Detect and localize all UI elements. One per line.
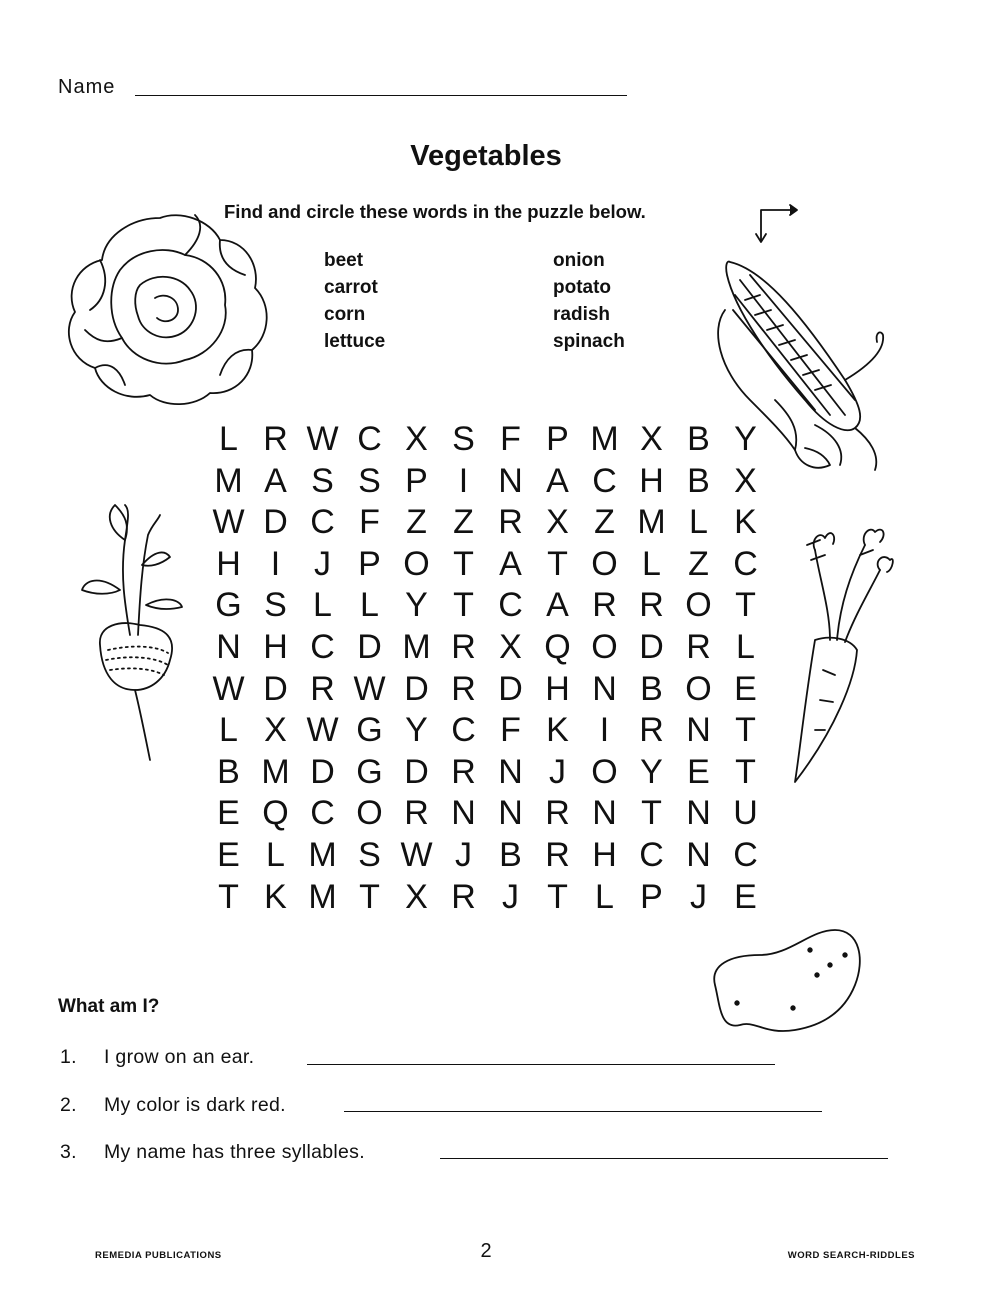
grid-row bbox=[205, 544, 769, 586]
grid-letter[interactable]: R bbox=[263, 420, 288, 458]
grid-letter[interactable]: O bbox=[685, 669, 712, 708]
grid-letter[interactable]: P bbox=[640, 877, 663, 916]
grid-letter[interactable]: B bbox=[640, 669, 663, 708]
grid-letter[interactable]: R bbox=[545, 794, 570, 833]
grid-row bbox=[205, 461, 769, 503]
grid-row bbox=[205, 877, 769, 919]
grid-letter[interactable]: D bbox=[404, 669, 429, 708]
grid-letter[interactable]: T bbox=[547, 877, 568, 916]
grid-letter[interactable]: A bbox=[264, 461, 287, 500]
grid-letter[interactable]: C bbox=[310, 627, 335, 666]
grid-letter[interactable]: W bbox=[353, 669, 386, 708]
grid-letter[interactable]: T bbox=[735, 586, 756, 625]
page-number: 2 bbox=[480, 1240, 492, 1262]
grid-letter[interactable]: L bbox=[642, 544, 661, 583]
grid-letter[interactable]: R bbox=[639, 711, 664, 750]
riddle-item bbox=[60, 1094, 286, 1117]
grid-letter[interactable]: F bbox=[500, 420, 521, 458]
grid-letter[interactable]: T bbox=[641, 794, 662, 833]
riddle-text: My color is dark red. bbox=[104, 1094, 286, 1116]
grid-letter[interactable]: R bbox=[592, 586, 617, 625]
grid-letter[interactable]: D bbox=[404, 752, 429, 791]
riddle-item bbox=[60, 1046, 254, 1069]
grid-letter[interactable]: D bbox=[263, 669, 288, 708]
grid-letter[interactable]: N bbox=[498, 794, 523, 833]
grid-letter[interactable]: S bbox=[311, 461, 334, 500]
grid-row bbox=[205, 502, 769, 544]
grid-letter[interactable]: J bbox=[314, 544, 331, 583]
grid-letter[interactable]: J bbox=[549, 752, 566, 791]
grid-row bbox=[205, 710, 769, 752]
riddle-text: My name has three syllables. bbox=[104, 1141, 365, 1163]
grid-letter[interactable]: T bbox=[359, 877, 380, 916]
grid-letter[interactable]: P bbox=[405, 461, 428, 500]
grid-letter[interactable]: D bbox=[498, 669, 523, 708]
grid-letter[interactable]: W bbox=[306, 711, 339, 750]
word-item: spinach bbox=[553, 331, 625, 352]
riddle-number: 1. bbox=[60, 1046, 77, 1068]
grid-letter[interactable]: N bbox=[592, 669, 617, 708]
grid-letter[interactable]: A bbox=[499, 544, 522, 583]
grid-letter[interactable]: O bbox=[403, 544, 430, 583]
grid-letter[interactable]: G bbox=[215, 586, 242, 625]
grid-letter[interactable]: S bbox=[452, 420, 475, 458]
grid-letter[interactable]: C bbox=[639, 835, 664, 874]
grid-letter[interactable]: N bbox=[592, 794, 617, 833]
grid-letter[interactable]: X bbox=[546, 503, 569, 542]
grid-row bbox=[205, 752, 769, 794]
grid-letter[interactable]: Q bbox=[262, 794, 289, 833]
beet-illustration bbox=[70, 495, 200, 765]
grid-letter[interactable]: N bbox=[216, 627, 241, 666]
grid-letter[interactable]: M bbox=[308, 835, 337, 874]
grid-letter[interactable]: E bbox=[734, 669, 757, 708]
grid-letter[interactable]: W bbox=[306, 420, 339, 458]
grid-letter[interactable]: K bbox=[734, 503, 757, 542]
grid-letter[interactable]: D bbox=[639, 627, 664, 666]
word-item: beet bbox=[324, 250, 364, 271]
grid-letter[interactable]: L bbox=[219, 420, 238, 458]
grid-letter[interactable]: C bbox=[733, 544, 758, 583]
grid-letter[interactable]: J bbox=[502, 877, 519, 916]
instructions-text: Find and circle these words in the puzzle below. bbox=[224, 201, 646, 222]
riddle-answer-line[interactable] bbox=[307, 1064, 775, 1065]
grid-letter[interactable]: O bbox=[591, 544, 618, 583]
grid-letter[interactable]: X bbox=[405, 877, 428, 916]
name-answer-line[interactable] bbox=[135, 95, 627, 96]
grid-letter[interactable]: A bbox=[546, 586, 569, 625]
grid-letter[interactable]: M bbox=[261, 752, 290, 791]
grid-letter[interactable]: X bbox=[405, 420, 428, 458]
word-list-column-left bbox=[324, 247, 385, 355]
word-item: onion bbox=[553, 250, 605, 271]
grid-letter[interactable]: W bbox=[400, 835, 433, 874]
grid-letter[interactable]: X bbox=[499, 627, 522, 666]
grid-letter[interactable]: N bbox=[686, 835, 711, 874]
grid-letter[interactable]: C bbox=[451, 711, 476, 750]
grid-letter[interactable]: X bbox=[264, 711, 287, 750]
grid-letter[interactable]: T bbox=[453, 586, 474, 625]
grid-letter[interactable]: C bbox=[310, 503, 335, 542]
grid-letter[interactable]: Z bbox=[406, 503, 427, 542]
grid-letter[interactable]: L bbox=[360, 586, 379, 625]
grid-letter[interactable]: L bbox=[313, 586, 332, 625]
grid-letter[interactable]: B bbox=[687, 420, 710, 458]
grid-letter[interactable]: S bbox=[358, 835, 381, 874]
riddle-text: I grow on an ear. bbox=[104, 1046, 255, 1068]
page-title: Vegetables bbox=[410, 140, 562, 172]
riddle-item bbox=[60, 1141, 365, 1164]
grid-letter[interactable]: Y bbox=[405, 711, 428, 750]
grid-letter[interactable]: E bbox=[734, 877, 757, 916]
grid-letter[interactable]: R bbox=[451, 669, 476, 708]
grid-row bbox=[205, 669, 769, 711]
grid-letter[interactable]: E bbox=[217, 794, 240, 833]
grid-letter[interactable]: P bbox=[358, 544, 381, 583]
grid-letter[interactable]: H bbox=[263, 627, 288, 666]
grid-letter[interactable]: D bbox=[263, 503, 288, 542]
grid-letter[interactable]: R bbox=[451, 752, 476, 791]
word-search-grid[interactable] bbox=[205, 419, 769, 918]
carrot-illustration bbox=[775, 520, 895, 790]
riddle-answer-line[interactable] bbox=[440, 1158, 888, 1159]
grid-letter[interactable]: B bbox=[499, 835, 522, 874]
word-list-column-right bbox=[553, 247, 625, 355]
grid-letter[interactable]: L bbox=[736, 627, 755, 666]
grid-letter[interactable]: N bbox=[686, 711, 711, 750]
grid-letter[interactable]: N bbox=[498, 461, 523, 500]
grid-letter[interactable]: N bbox=[451, 794, 476, 833]
footer-series: WORD SEARCH-RIDDLES bbox=[787, 1250, 915, 1261]
grid-letter[interactable]: T bbox=[453, 544, 474, 583]
word-item: carrot bbox=[324, 277, 378, 298]
grid-letter[interactable]: I bbox=[458, 461, 469, 500]
grid-letter[interactable]: I bbox=[270, 544, 281, 583]
riddle-number: 2. bbox=[60, 1094, 77, 1116]
grid-letter[interactable]: C bbox=[592, 461, 617, 500]
grid-letter[interactable]: H bbox=[592, 835, 617, 874]
grid-row bbox=[205, 627, 769, 669]
grid-letter[interactable]: D bbox=[310, 752, 335, 791]
riddle-answer-line[interactable] bbox=[344, 1111, 822, 1112]
grid-letter[interactable]: W bbox=[212, 669, 245, 708]
grid-letter[interactable]: S bbox=[358, 461, 381, 500]
grid-letter[interactable]: X bbox=[734, 461, 757, 500]
word-item: corn bbox=[324, 304, 366, 325]
grid-letter[interactable]: H bbox=[545, 669, 570, 708]
grid-letter[interactable]: O bbox=[591, 627, 618, 666]
grid-letter[interactable]: Y bbox=[405, 586, 428, 625]
grid-row bbox=[205, 585, 769, 627]
grid-letter[interactable]: R bbox=[451, 627, 476, 666]
grid-letter[interactable]: O bbox=[685, 586, 712, 625]
grid-letter[interactable]: S bbox=[264, 586, 287, 625]
grid-letter[interactable]: Y bbox=[640, 752, 663, 791]
grid-letter[interactable]: K bbox=[546, 711, 569, 750]
grid-letter[interactable]: F bbox=[359, 503, 380, 542]
grid-letter[interactable]: E bbox=[217, 835, 240, 874]
grid-letter[interactable]: R bbox=[545, 835, 570, 874]
grid-letter[interactable]: Z bbox=[453, 503, 474, 542]
grid-letter[interactable]: N bbox=[686, 794, 711, 833]
grid-letter[interactable]: J bbox=[455, 835, 472, 874]
grid-letter[interactable]: L bbox=[266, 835, 285, 874]
grid-letter[interactable]: M bbox=[308, 877, 337, 916]
grid-letter[interactable]: T bbox=[547, 544, 568, 583]
arrow-icon bbox=[752, 200, 802, 245]
grid-letter[interactable]: P bbox=[546, 420, 569, 458]
grid-letter[interactable]: A bbox=[546, 461, 569, 500]
riddles-heading: What am I? bbox=[58, 996, 160, 1017]
grid-letter[interactable]: R bbox=[498, 503, 523, 542]
grid-letter[interactable]: R bbox=[451, 877, 476, 916]
grid-letter[interactable]: L bbox=[219, 711, 238, 750]
grid-letter[interactable]: O bbox=[356, 794, 383, 833]
grid-letter[interactable]: G bbox=[356, 752, 383, 791]
grid-letter[interactable]: T bbox=[735, 711, 756, 750]
grid-row bbox=[205, 835, 769, 877]
grid-letter[interactable]: M bbox=[590, 420, 619, 458]
grid-letter[interactable]: G bbox=[356, 711, 383, 750]
grid-letter[interactable]: Z bbox=[594, 503, 615, 542]
word-item: potato bbox=[553, 277, 612, 298]
grid-letter[interactable]: I bbox=[599, 711, 610, 750]
grid-letter[interactable]: C bbox=[733, 835, 758, 874]
grid-letter[interactable]: T bbox=[218, 877, 239, 916]
grid-row bbox=[205, 419, 769, 461]
riddle-number: 3. bbox=[60, 1141, 77, 1163]
grid-letter[interactable]: E bbox=[687, 752, 710, 791]
grid-letter[interactable]: T bbox=[735, 752, 756, 791]
word-item: radish bbox=[553, 304, 611, 325]
grid-letter[interactable]: K bbox=[264, 877, 287, 916]
footer-publisher: REMEDIA PUBLICATIONS bbox=[95, 1250, 222, 1261]
grid-letter[interactable]: N bbox=[498, 752, 523, 791]
grid-letter[interactable]: H bbox=[639, 461, 664, 500]
grid-letter[interactable]: C bbox=[498, 586, 523, 625]
grid-letter[interactable]: M bbox=[402, 627, 431, 666]
grid-letter[interactable]: W bbox=[212, 503, 245, 542]
grid-letter[interactable]: O bbox=[591, 752, 618, 791]
grid-letter[interactable]: J bbox=[690, 877, 707, 916]
grid-letter[interactable]: L bbox=[689, 503, 708, 542]
grid-letter[interactable]: C bbox=[357, 420, 382, 458]
grid-letter[interactable]: R bbox=[686, 627, 711, 666]
grid-letter[interactable]: Q bbox=[544, 627, 571, 666]
grid-letter[interactable]: M bbox=[637, 503, 666, 542]
grid-letter[interactable]: F bbox=[500, 711, 521, 750]
grid-letter[interactable]: R bbox=[404, 794, 429, 833]
word-item: lettuce bbox=[324, 331, 386, 352]
lettuce-illustration bbox=[60, 210, 275, 410]
grid-letter[interactable]: B bbox=[217, 752, 240, 791]
grid-row bbox=[205, 793, 769, 835]
grid-letter[interactable]: Y bbox=[734, 420, 757, 458]
grid-letter[interactable]: Z bbox=[688, 544, 709, 583]
grid-letter[interactable]: L bbox=[595, 877, 614, 916]
grid-letter[interactable]: R bbox=[310, 669, 335, 708]
grid-letter[interactable]: U bbox=[733, 794, 758, 833]
grid-letter[interactable]: M bbox=[214, 461, 243, 500]
grid-letter[interactable]: H bbox=[216, 544, 241, 583]
grid-letter[interactable]: R bbox=[639, 586, 664, 625]
grid-letter[interactable]: C bbox=[310, 794, 335, 833]
grid-letter[interactable]: D bbox=[357, 627, 382, 666]
grid-letter[interactable]: X bbox=[640, 420, 663, 458]
name-label: Name bbox=[58, 76, 116, 98]
grid-letter[interactable]: B bbox=[687, 461, 710, 500]
potato-illustration bbox=[705, 925, 865, 1040]
